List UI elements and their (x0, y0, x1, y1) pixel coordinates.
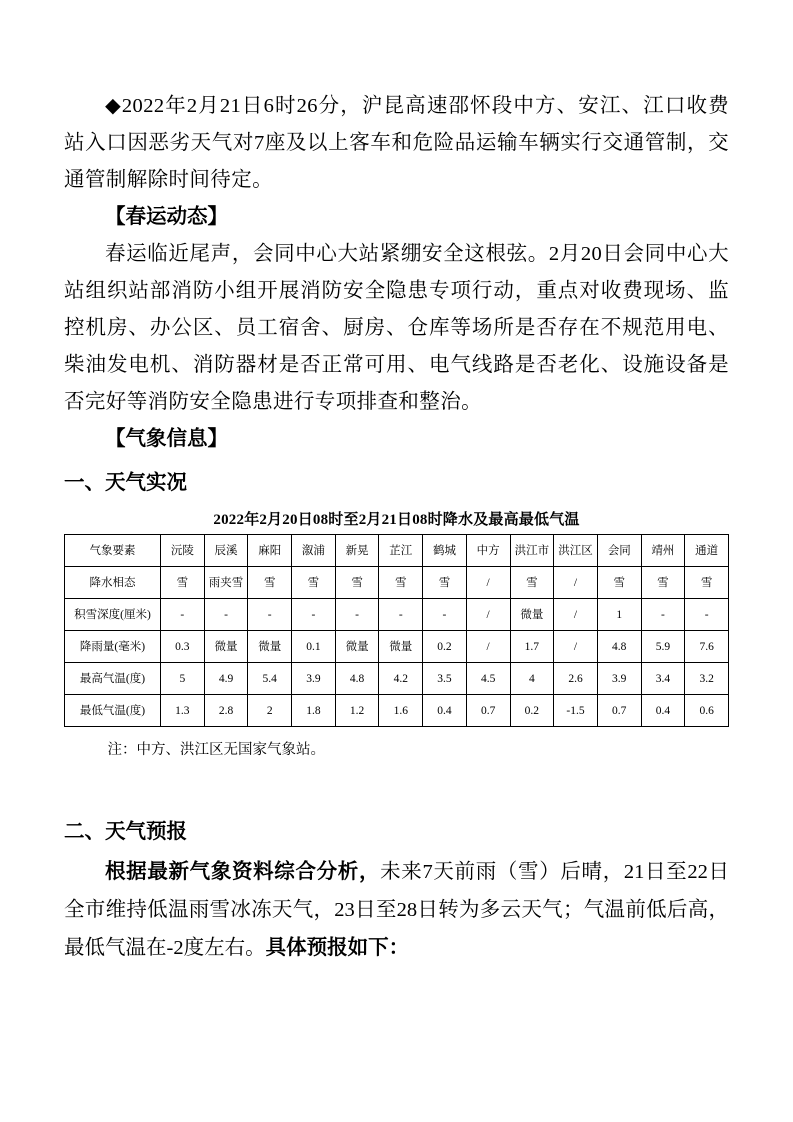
table-cell: 0.1 (292, 631, 336, 663)
table-cell: 2.8 (204, 695, 248, 727)
table-cell: 4.2 (379, 663, 423, 695)
forecast-body: 未来7天前雨（雪）后晴，21日至22日全市维持低温雨雪冰冻天气，23日至28日转为多云天气；气温前低后高，最低气温在-2度左右。 (64, 861, 730, 959)
heading-spring-festival: 【春运动态】 (105, 206, 228, 228)
table-cell: 4.9 (204, 663, 248, 695)
table-cell: - (161, 599, 205, 631)
table-cell: - (423, 599, 467, 631)
table-cell: 4.5 (466, 663, 510, 695)
paragraph-traffic-control: ◆2022年2月21日6时26分，沪昆高速邵怀段中方、安江、江口收费站入口因恶劣天气对7座及以上客车和危险品运输车辆实行交通管制，交通管制解除时间待定。 (64, 95, 729, 191)
section-title-weather-observation: 一、天气实况 (64, 471, 187, 494)
table-cell: / (554, 599, 598, 631)
table-cell: 5 (161, 663, 205, 695)
table-note: 注：中方、洪江区无国家气象站。 (107, 742, 325, 758)
table-cell: 微量 (335, 631, 379, 663)
table-cell: 1.8 (292, 695, 336, 727)
table-cell: 雨夹雪 (204, 567, 248, 599)
table-cell: 雪 (597, 567, 641, 599)
spacer (64, 761, 729, 807)
table-cell: 0.2 (423, 631, 467, 663)
table-cell: 4.8 (335, 663, 379, 695)
table-cell: - (335, 599, 379, 631)
table-cell: 1.2 (335, 695, 379, 727)
table-cell: / (466, 599, 510, 631)
table-cell: - (641, 599, 685, 631)
section-title-weather-forecast: 二、天气预报 (64, 820, 187, 843)
table-title: 2022年2月20日08时至2月21日08时降水及最高最低气温 (213, 512, 580, 528)
table-cell: 微量 (379, 631, 423, 663)
weather-table (64, 534, 729, 727)
table-cell: 雪 (161, 567, 205, 599)
table-cell: 雪 (292, 567, 336, 599)
table-cell: 微量 (204, 631, 248, 663)
table-cell: 2.6 (554, 663, 598, 695)
table-cell: - (204, 599, 248, 631)
table-cell: 1.6 (379, 695, 423, 727)
table-cell: 7.6 (685, 631, 729, 663)
table-cell: 0.2 (510, 695, 554, 727)
table-cell: - (685, 599, 729, 631)
table-cell: 3.9 (292, 663, 336, 695)
table-cell: 1.3 (161, 695, 205, 727)
table-header-cell: 鹤城 (423, 535, 467, 567)
table-cell: 雪 (335, 567, 379, 599)
table-cell: 3.5 (423, 663, 467, 695)
table-cell: / (466, 631, 510, 663)
table-cell: 雪 (641, 567, 685, 599)
table-cell: 雪 (510, 567, 554, 599)
table-cell: 4.8 (597, 631, 641, 663)
table-header-cell: 新晃 (335, 535, 379, 567)
table-cell: 3.2 (685, 663, 729, 695)
table-row (65, 663, 729, 695)
table-cell: 2 (248, 695, 292, 727)
table-cell: - (292, 599, 336, 631)
table-cell: 雪 (685, 567, 729, 599)
table-row-label: 降水相态 (65, 567, 161, 599)
table-row (65, 599, 729, 631)
table-cell: -1.5 (554, 695, 598, 727)
table-cell: / (554, 567, 598, 599)
table-cell: 5.4 (248, 663, 292, 695)
table-cell: 4 (510, 663, 554, 695)
table-row-label: 降雨量(毫米) (65, 631, 161, 663)
paragraph-spring-festival-body: 春运临近尾声，会同中心大站紧绷安全这根弦。2月20日会同中心大站组织站部消防小组开展消防安全隐患专项行动，重点对收费现场、监控机房、办公区、员工宿舍、厨房、仓库等场所是否存在不规范用电、柴油发电机、消防器材是否正常可用、电气线路是否老化、设施设备是否完好等消防安全隐患进行专项排查和整治。 (64, 243, 729, 413)
table-header-cell: 靖州 (641, 535, 685, 567)
forecast-lead: 根据最新气象资料综合分析， (105, 861, 381, 883)
table-row-label: 最低气温(度) (65, 695, 161, 727)
forecast-tail: 具体预报如下： (265, 937, 410, 959)
table-row-label: 最高气温(度) (65, 663, 161, 695)
table-cell: 0.7 (466, 695, 510, 727)
table-cell: 微量 (248, 631, 292, 663)
table-header-cell: 麻阳 (248, 535, 292, 567)
table-cell: 3.9 (597, 663, 641, 695)
table-cell: 5.9 (641, 631, 685, 663)
table-header-cell: 通道 (685, 535, 729, 567)
table-header-cell: 芷江 (379, 535, 423, 567)
table-cell: 0.3 (161, 631, 205, 663)
table-cell: 0.6 (685, 695, 729, 727)
table-cell: 雪 (379, 567, 423, 599)
table-header-cell: 溆浦 (292, 535, 336, 567)
table-header-cell: 中方 (466, 535, 510, 567)
table-cell: 0.4 (423, 695, 467, 727)
table-cell: 0.7 (597, 695, 641, 727)
table-header-cell: 辰溪 (204, 535, 248, 567)
table-header-cell: 会同 (597, 535, 641, 567)
table-cell: 0.4 (641, 695, 685, 727)
table-header-cell: 洪江区 (554, 535, 598, 567)
table-cell: 3.4 (641, 663, 685, 695)
table-header-cell: 洪江市 (510, 535, 554, 567)
table-header-cell: 沅陵 (161, 535, 205, 567)
table-row-label: 积雪深度(厘米) (65, 599, 161, 631)
table-cell: / (466, 567, 510, 599)
table-cell: 1 (597, 599, 641, 631)
table-cell: - (248, 599, 292, 631)
table-cell: 雪 (423, 567, 467, 599)
table-cell: 雪 (248, 567, 292, 599)
table-header-row (65, 535, 729, 567)
paragraph-forecast (64, 853, 729, 967)
table-row (65, 695, 729, 727)
table-cell: / (554, 631, 598, 663)
table-cell: - (379, 599, 423, 631)
table-row (65, 567, 729, 599)
table-header-cell: 气象要素 (65, 535, 161, 567)
table-cell: 1.7 (510, 631, 554, 663)
table-row (65, 631, 729, 663)
table-cell: 微量 (510, 599, 554, 631)
heading-weather-info: 【气象信息】 (105, 428, 228, 450)
